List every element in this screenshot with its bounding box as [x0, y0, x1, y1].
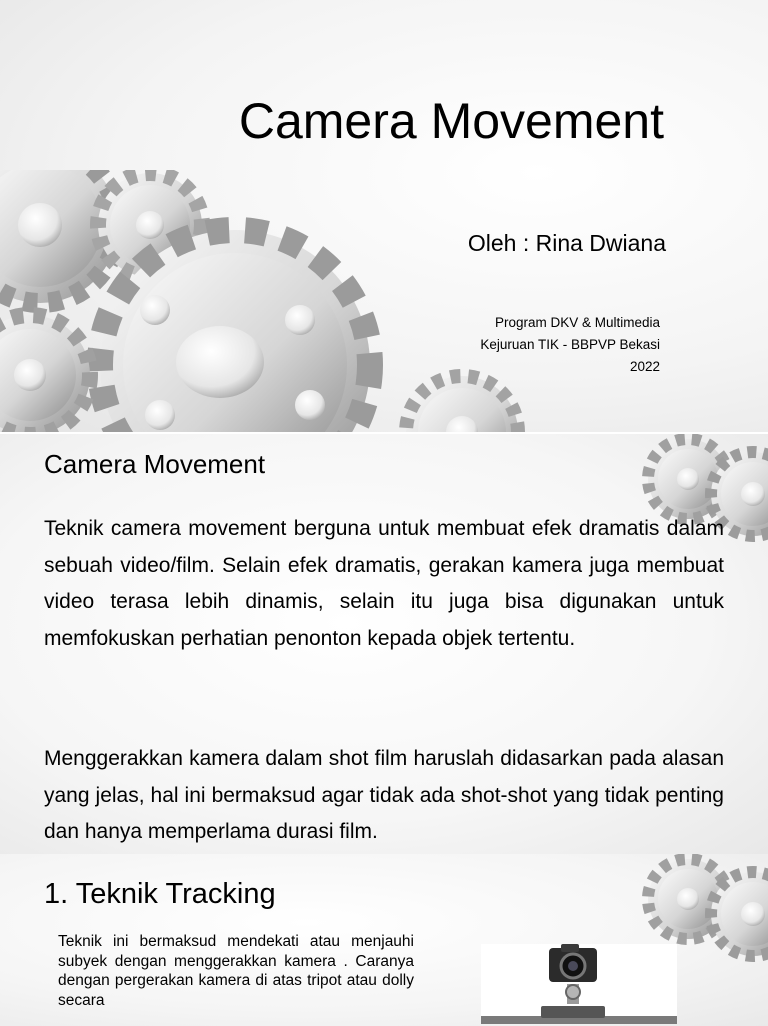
gear-icon	[0, 315, 90, 432]
slide-heading: Camera Movement	[44, 449, 266, 479]
camera-dolly-photo	[481, 944, 677, 1024]
gear-icon	[711, 872, 768, 956]
title-slide	[0, 0, 768, 432]
camera-icon	[481, 944, 677, 1026]
department-text: Kejuruan TIK - BBPVP Bekasi	[480, 337, 660, 352]
year-text: 2022	[629, 359, 660, 374]
slide-heading: 1. Teknik Tracking	[44, 878, 276, 910]
content-slide-camera-movement	[0, 434, 768, 854]
paragraph-1: Teknik camera movement berguna untuk membuat efek dramatis dalam sebuah video/film. Selain efek dramatis, gerakan kamera juga membuat video terasa lebih dinamis, selain itu juga bisa digunakan untuk memfokuskan perhatian penonton kepada objek tertentu.	[44, 517, 724, 650]
program-text: Program DKV & Multimedia	[494, 315, 660, 330]
presentation-title: Camera Movement	[238, 93, 664, 149]
gear-cluster-left	[0, 170, 540, 432]
author-info	[480, 312, 660, 378]
gear-icon	[100, 230, 370, 432]
tracking-paragraph: Teknik ini bermaksud mendekati atau menjauhi subyek dengan menggerakkan kamera . Caranya dengan pergerakan kamera di atas tripot atau dolly secara	[58, 933, 414, 1009]
content-slide-tracking	[0, 854, 768, 1026]
author-name: Oleh : Rina Dwiana	[467, 230, 666, 256]
gear-icon	[406, 376, 518, 432]
paragraph-2: Menggerakkan kamera dalam shot film haruslah didasarkan pada alasan yang jelas, hal ini bermaksud agar tidak ada shot-shot yang tidak penting dan hanya memperlama durasi film.	[44, 747, 724, 843]
